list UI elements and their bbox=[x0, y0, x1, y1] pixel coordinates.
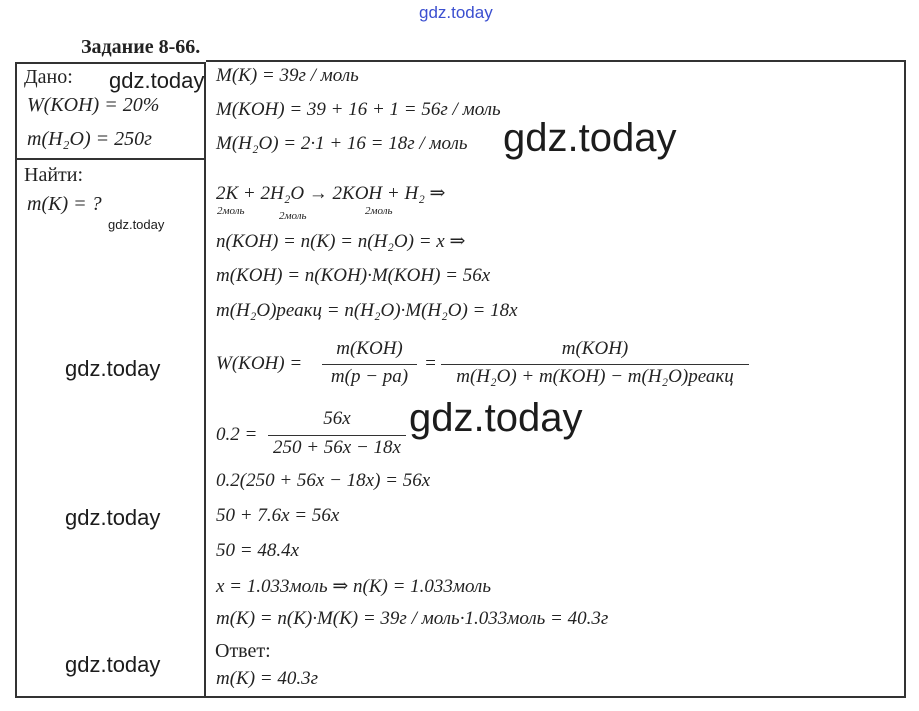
equation-2: 0.2(250 + 56x − 18x) = 56x bbox=[216, 470, 431, 491]
equation-3: 50 + 7.6x = 56x bbox=[216, 505, 340, 526]
answer-value: m(K) = 40.3г bbox=[216, 668, 319, 689]
given-separator bbox=[15, 158, 206, 160]
watermark-left-3: gdz.today bbox=[65, 652, 161, 677]
watermark-small: gdz.today bbox=[108, 217, 165, 232]
watermark-large-1: gdz.today bbox=[503, 116, 677, 160]
mass-h2o-reacted: m(H₂O)реакц = n(H₂O)·M(H₂O) = 18x bbox=[216, 300, 518, 321]
mass-koh: m(KOH) = n(KOH)·M(KOH) = 56x bbox=[216, 265, 491, 286]
task-title: Задание 8-66. bbox=[81, 36, 201, 58]
fraction-2-denominator: m(H₂O) + m(KOH) − m(H₂O)реакц bbox=[456, 366, 734, 387]
moles-equality: n(KOH) = n(K) = n(H₂O) = x ⇒ bbox=[216, 231, 466, 252]
mass-fraction-label: W(KOH) = bbox=[216, 353, 303, 374]
equation-1-left: 0.2 = bbox=[216, 424, 258, 445]
table-bottom-border bbox=[15, 696, 906, 698]
molar-mass-koh: M(KOH) = 39 + 16 + 1 = 56г / моль bbox=[216, 99, 501, 120]
fraction-1-numerator: m(KOH) bbox=[336, 338, 403, 359]
molar-mass-k: M(K) = 39г / моль bbox=[216, 65, 359, 86]
watermark-top: gdz.today bbox=[419, 3, 493, 22]
equation-6: m(K) = n(K)·M(K) = 39г / моль·1.033моль = 40.3г bbox=[216, 608, 609, 629]
given-w-koh: W(KOH) = 20% bbox=[27, 94, 160, 116]
equation-4: 50 = 48.4x bbox=[216, 540, 300, 561]
molar-mass-h2o: M(H₂O) = 2·1 + 16 = 18г / моль bbox=[216, 133, 468, 154]
equation-1-numerator: 56x bbox=[323, 408, 351, 429]
find-label: Найти: bbox=[24, 164, 84, 186]
watermark-left-1: gdz.today bbox=[65, 356, 161, 381]
reaction-under-label-k: 2моль bbox=[217, 205, 245, 217]
table-right-top-border bbox=[548, 60, 906, 62]
equation-5: x = 1.033моль ⇒ n(K) = 1.033моль bbox=[216, 576, 491, 597]
reaction-under-label-koh: 2моль bbox=[365, 205, 393, 217]
find-m-k: m(K) = ? bbox=[27, 193, 102, 215]
answer-label: Ответ: bbox=[215, 640, 271, 662]
fraction-1-denominator: m(р − ра) bbox=[330, 366, 409, 387]
watermark-given: gdz.today bbox=[109, 68, 205, 93]
given-label: Дано: bbox=[24, 66, 73, 88]
given-m-h2o: m(H₂O) = 250г bbox=[27, 128, 152, 150]
table-top-border-right bbox=[206, 60, 548, 62]
watermark-left-2: gdz.today bbox=[65, 505, 161, 530]
fraction-2-numerator: m(KOH) bbox=[561, 338, 629, 359]
fraction-equals: = bbox=[424, 353, 437, 374]
reaction-equation: 2K + 2H₂O → 2KOH + H₂ ⇒ bbox=[216, 183, 446, 204]
table-top-border bbox=[15, 62, 206, 64]
watermark-large-2: gdz.today bbox=[409, 396, 583, 440]
reaction-under-label-h2o: 2моль bbox=[279, 210, 307, 222]
equation-1-denominator: 250 + 56x − 18x bbox=[272, 437, 401, 458]
table-right-border bbox=[904, 60, 906, 697]
